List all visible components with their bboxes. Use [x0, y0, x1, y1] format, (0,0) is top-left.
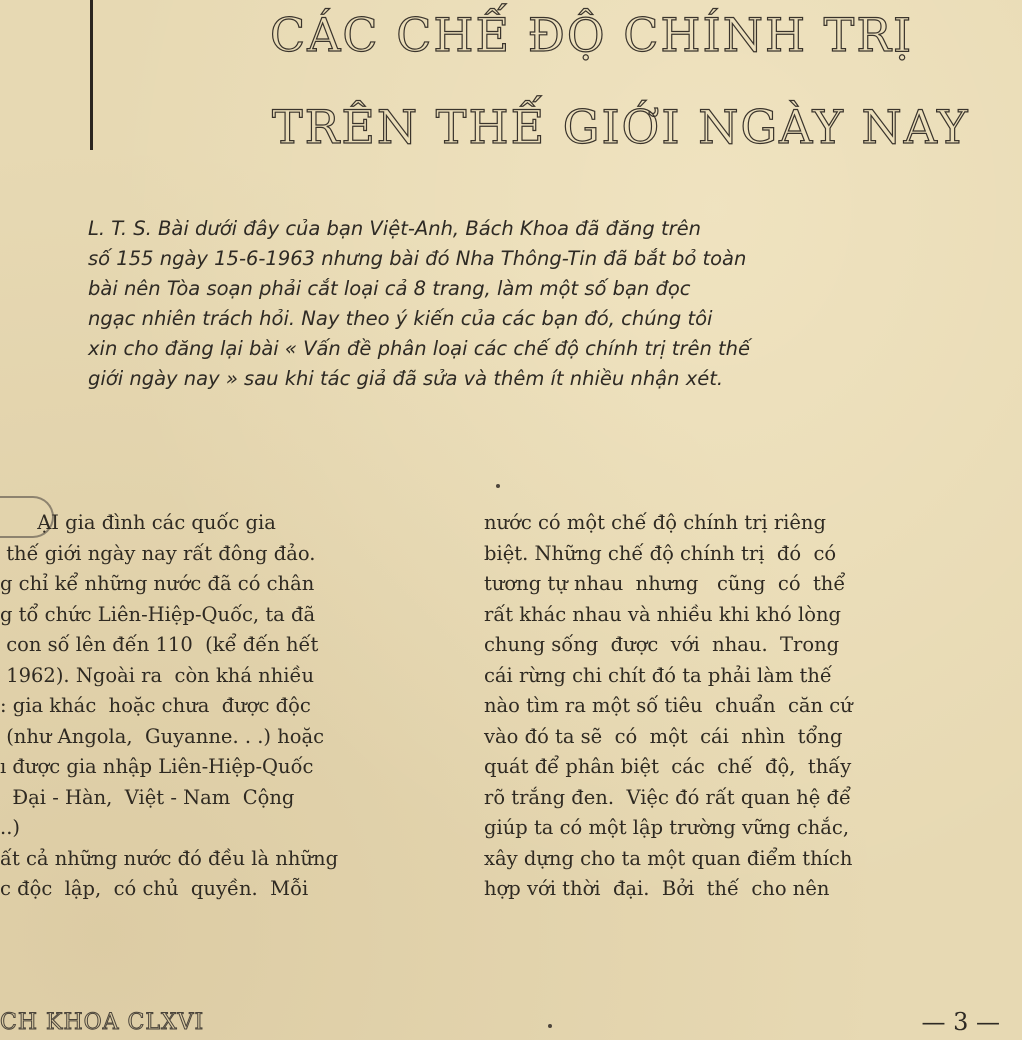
- editor-note-line: số 155 ngày 15-6-1963 nhưng bài đó Nha Thông-Tin đã bắt bỏ toàn: [88, 247, 747, 270]
- body-line: c độc lập, có chủ quyền. Mỗi: [0, 877, 309, 900]
- editor-note: [88, 214, 990, 394]
- margin-rule: [90, 0, 93, 150]
- body-line: cái rừng chi chít đó ta phải làm thế: [484, 663, 832, 687]
- body-line: : gia khác hoặc chưa được độc: [0, 694, 311, 717]
- body-line: ..): [0, 816, 21, 839]
- print-speck: [496, 484, 500, 488]
- body-line: con số lên đến 110 (kể đến hết: [0, 633, 319, 656]
- body-line: g chỉ kể những nước đã có chân: [0, 572, 315, 595]
- body-line: nước có một chế độ chính trị riêng: [484, 511, 826, 534]
- body-line: (như Angola, Guyanne. . .) hoặc: [0, 724, 325, 748]
- body-line: 1962). Ngoài ra còn khá nhiều: [0, 663, 315, 687]
- body-line: nào tìm ra một số tiêu chuẩn căn cứ: [484, 694, 853, 717]
- editor-note-line: bài nên Tòa soạn phải cắt loại cả 8 trang, làm một số bạn đọc: [88, 277, 691, 300]
- body-line: rõ trắng đen. Việc đó rất quan hệ để: [484, 785, 852, 809]
- body-line: g tổ chức Liên-Hiệp-Quốc, ta đã: [0, 602, 316, 626]
- body-line: biệt. Những chế độ chính trị đó có: [484, 541, 837, 565]
- editor-note-line: giới ngày nay » sau khi tác giả đã sửa và thêm ít nhiều nhận xét.: [88, 367, 724, 390]
- body-line: vào đó ta sẽ có một cái nhìn tổng: [484, 724, 843, 748]
- body-column-left: [0, 508, 448, 905]
- print-speck: [548, 1024, 552, 1028]
- body-line: quát để phân biệt các chế độ, thấy: [484, 755, 852, 778]
- body-column-right: [484, 508, 988, 905]
- body-line: thế giới ngày nay rất đông đảo.: [0, 541, 316, 565]
- body-line: chung sống được với nhau. Trong: [484, 633, 840, 656]
- editor-note-line: xin cho đăng lại bài « Vấn đề phân loại các chế độ chính trị trên thế: [88, 337, 751, 360]
- body-line: rất khác nhau và nhiều khi khó lòng: [484, 602, 842, 626]
- body-line: ẠI gia đình các quốc gia: [0, 511, 276, 534]
- body-line: ı được gia nhập Liên-Hiệp-Quốc: [0, 755, 314, 778]
- running-footer: CH KHOA CLXVI: [0, 1010, 205, 1035]
- editor-note-line: L. T. S. Bài dưới đây của bạn Việt-Anh, Bách Khoa đã đăng trên: [88, 217, 701, 240]
- article-title-line-1: CÁC CHẾ ĐỘ CHÍNH TRỊ: [270, 8, 914, 62]
- page-number: — 3 —: [921, 1008, 1000, 1036]
- body-line: ất cả những nước đó đều là những: [0, 846, 339, 870]
- body-line: tương tự nhau nhưng cũng có thể: [484, 572, 846, 595]
- body-line: giúp ta có một lập trường vững chắc,: [484, 816, 850, 839]
- body-line: xây dựng cho ta một quan điểm thích: [484, 846, 853, 870]
- editor-note-line: ngạc nhiên trách hỏi. Nay theo ý kiến của các bạn đó, chúng tôi: [88, 307, 713, 330]
- article-title-line-2: TRÊN THẾ GIỚI NGÀY NAY: [272, 100, 970, 154]
- body-line: Đại - Hàn, Việt - Nam Cộng: [0, 785, 295, 809]
- body-line: hợp với thời đại. Bởi thế cho nên: [484, 877, 830, 900]
